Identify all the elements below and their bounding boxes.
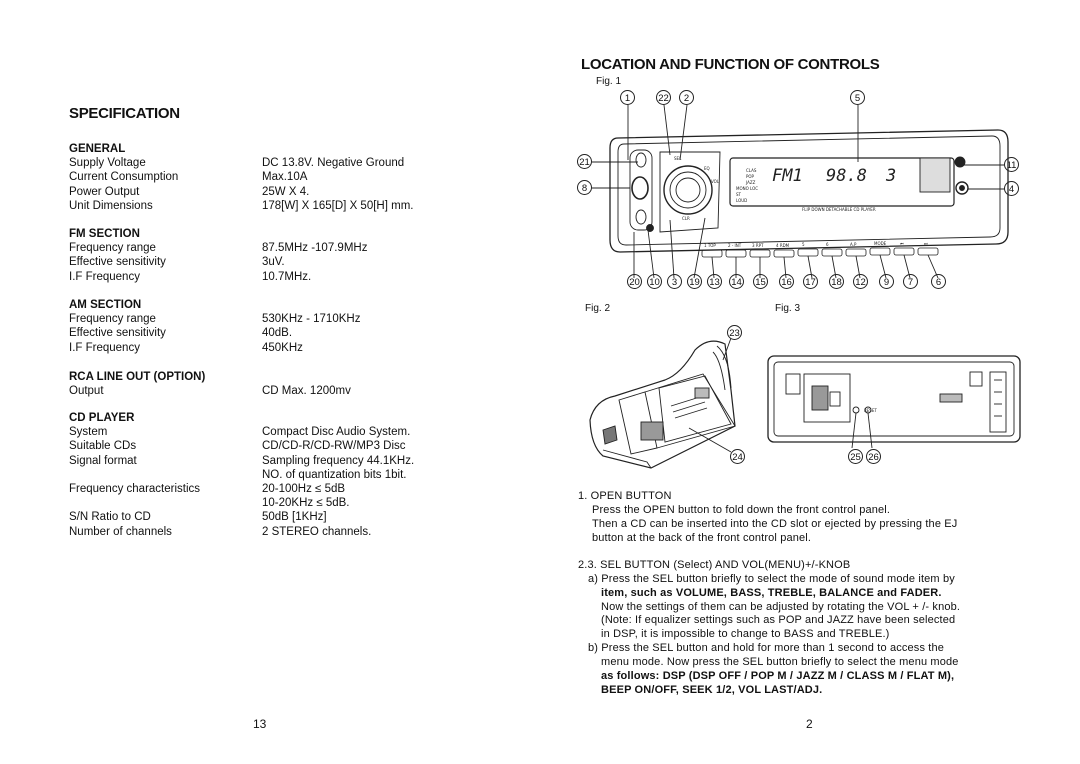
- spec-value: 530KHz - 1710KHz: [262, 313, 361, 326]
- callout-9: 9: [879, 274, 894, 289]
- specification-title: SPECIFICATION: [69, 105, 180, 122]
- callout-23: 23: [727, 325, 742, 340]
- spec-value: DC 13.8V. Negative Ground: [262, 157, 405, 170]
- preset-button-label: ⏭: [924, 241, 928, 246]
- spec-label: Output: [69, 385, 104, 398]
- callout-20: 20: [627, 274, 642, 289]
- display-clr: CLR: [682, 216, 690, 221]
- callout-16: 16: [779, 274, 794, 289]
- spec-row: [69, 455, 469, 469]
- display-strip-label: FLIP DOWN DETACHABLE CD PLAYER: [802, 207, 876, 212]
- callout-21: 21: [577, 154, 592, 169]
- fig1-car-stereo-drawing: [590, 100, 1020, 280]
- callout-26: 26: [866, 449, 881, 464]
- spec-label: Power Output: [69, 185, 140, 198]
- spec-row: [69, 200, 469, 214]
- spec-label: Frequency range: [69, 313, 156, 326]
- spec-row: [69, 483, 469, 497]
- spec-row: [69, 511, 469, 525]
- spec-row: [69, 157, 469, 171]
- fig2-label: Fig. 2: [585, 303, 611, 314]
- display-eq-pop: POP: [746, 174, 754, 179]
- body-line: a) Press the SEL button briefly to select the mode of sound mode item by: [588, 573, 955, 585]
- spec-value: 10-20KHz ≤ 5dB.: [262, 497, 350, 510]
- spec-value: 2 STEREO channels.: [262, 525, 372, 538]
- callout-15: 15: [753, 274, 768, 289]
- section-heading: 1. OPEN BUTTON: [578, 490, 672, 502]
- preset-button-label: MODE: [874, 241, 887, 246]
- spec-row: [69, 469, 469, 483]
- section-heading: 2.3. SEL BUTTON (Select) AND VOL(MENU)+/-KNOB: [578, 559, 851, 571]
- body-line: (Note: If equalizer settings such as POP and JAZZ have been selected: [601, 614, 956, 626]
- spec-row: [69, 271, 469, 285]
- callout-13: 13: [707, 274, 722, 289]
- preset-button-label: 2 - INT: [728, 243, 742, 248]
- display-eq: EQ: [704, 166, 710, 171]
- spec-label: Frequency characteristics: [69, 483, 201, 495]
- body-line: in DSP, it is impossible to change to BASS and TREBLE.): [601, 628, 890, 640]
- callout-17: 17: [803, 274, 818, 289]
- spec-label: I.F Frequency: [69, 341, 140, 354]
- spec-section-heading: RCA LINE OUT (OPTION): [69, 371, 206, 383]
- spec-value: 50dB [1KHz]: [262, 511, 327, 524]
- display-vol: VOL: [711, 179, 720, 184]
- display-eq-jazz: JAZZ: [746, 180, 756, 185]
- callout-4: 4: [1004, 181, 1019, 196]
- callout-1: 1: [620, 90, 635, 105]
- spec-value: 87.5MHz -107.9MHz: [262, 242, 368, 255]
- reset-label: RESET: [864, 408, 877, 413]
- spec-section-heading: AM SECTION: [69, 299, 142, 311]
- body-line: menu mode. Now press the SEL button briefly to select the menu mode: [601, 656, 959, 668]
- spec-value: 40dB.: [262, 327, 293, 340]
- spec-row: [69, 440, 469, 454]
- spec-section-heading: GENERAL: [69, 143, 126, 155]
- spec-row: [69, 186, 469, 200]
- controls-title: LOCATION AND FUNCTION OF CONTROLS: [581, 56, 880, 73]
- spec-row: [69, 242, 469, 256]
- spec-section-heading: FM SECTION: [69, 228, 140, 240]
- spec-label: Unit Dimensions: [69, 199, 153, 212]
- callout-24: 24: [730, 449, 745, 464]
- callout-22: 22: [656, 90, 671, 105]
- spec-row: [69, 171, 469, 185]
- fig3-label: Fig. 3: [775, 303, 801, 314]
- preset-button-label: 4 RDM: [776, 243, 790, 248]
- spec-value: 3uV.: [262, 256, 285, 269]
- preset-button-label: ⏮: [900, 241, 904, 246]
- callout-11: 11: [1004, 157, 1019, 172]
- callout-8: 8: [577, 180, 592, 195]
- spec-label: Signal format: [69, 454, 137, 467]
- spec-row: [69, 385, 469, 399]
- spec-value: NO. of quantization bits 1bit.: [262, 468, 407, 481]
- spec-value: 178[W] X 165[D] X 50[H] mm.: [262, 199, 414, 212]
- spec-row: [69, 426, 469, 440]
- body-line: item, such as VOLUME, BASS, TREBLE, BALANCE and FADER.: [601, 587, 942, 599]
- preset-button-label: 3 RPT: [752, 243, 764, 248]
- page-number-left: 13: [253, 717, 267, 731]
- body-line: Now the settings of them can be adjusted by rotating the VOL + /- knob.: [601, 601, 961, 613]
- spec-label: I.F Frequency: [69, 270, 140, 283]
- display-preset: 3: [886, 166, 897, 186]
- spec-label: Current Consumption: [69, 171, 179, 184]
- callout-18: 18: [829, 274, 844, 289]
- callout-3: 3: [667, 274, 682, 289]
- display-eq-clas: CLAS: [746, 168, 757, 173]
- spec-value: Compact Disc Audio System.: [262, 426, 411, 439]
- fig3-back-panel-drawing: [764, 352, 1024, 452]
- callout-7: 7: [903, 274, 918, 289]
- display-loud: LOUD: [736, 198, 748, 203]
- body-line: Then a CD can be inserted into the CD slot or ejected by pressing the EJ: [592, 518, 958, 530]
- spec-section-heading: CD PLAYER: [69, 412, 135, 424]
- callout-10: 10: [647, 274, 662, 289]
- display-sel: SEL: [674, 156, 682, 161]
- spec-value: 25W X 4.: [262, 185, 310, 198]
- page-number-right: 2: [806, 717, 813, 731]
- spec-label: Supply Voltage: [69, 157, 146, 170]
- callout-12: 12: [853, 274, 868, 289]
- fig1-label: Fig. 1: [596, 76, 622, 87]
- display-frequency: 98.8: [826, 166, 867, 186]
- spec-row: [69, 313, 469, 327]
- preset-button-label: 6: [826, 242, 829, 247]
- body-line: as follows: DSP (DSP OFF / POP M / JAZZ M / CLASS M / FLAT M),: [601, 670, 955, 682]
- spec-label: Suitable CDs: [69, 440, 137, 453]
- spec-label: S/N Ratio to CD: [69, 511, 151, 524]
- body-line: Press the OPEN button to fold down the front control panel.: [592, 504, 891, 516]
- spec-value: Max.10A: [262, 171, 308, 184]
- display-st: ST: [736, 192, 741, 197]
- spec-label: Frequency range: [69, 242, 156, 255]
- spec-row: [69, 256, 469, 270]
- spec-row: [69, 526, 469, 540]
- callout-5: 5: [850, 90, 865, 105]
- spec-row: [69, 342, 469, 356]
- body-line: BEEP ON/OFF, SEEK 1/2, VOL LAST/ADJ.: [601, 684, 823, 696]
- preset-button-label: 5: [802, 242, 805, 247]
- spec-value: 20-100Hz ≤ 5dB: [262, 483, 346, 495]
- callout-25: 25: [848, 449, 863, 464]
- spec-value: 10.7MHz.: [262, 270, 312, 283]
- spec-row: [69, 327, 469, 341]
- spec-value: CD/CD-R/CD-RW/MP3 Disc: [262, 440, 406, 453]
- spec-value: 450KHz: [262, 341, 303, 354]
- body-line: b) Press the SEL button and hold for more than 1 second to access the: [588, 642, 945, 654]
- display-band: FM1: [772, 166, 803, 186]
- spec-label: Number of channels: [69, 525, 172, 538]
- callout-2: 2: [679, 90, 694, 105]
- spec-label: Effective sensitivity: [69, 256, 166, 269]
- preset-button-label: 1 TOP: [704, 243, 716, 248]
- callout-14: 14: [729, 274, 744, 289]
- preset-button-label: A.P: [850, 242, 857, 247]
- spec-label: System: [69, 426, 108, 439]
- callout-19: 19: [687, 274, 702, 289]
- callout-6: 6: [931, 274, 946, 289]
- spec-row: [69, 497, 469, 511]
- spec-value: Sampling frequency 44.1KHz.: [262, 454, 415, 467]
- spec-value: CD Max. 1200mv: [262, 385, 351, 398]
- display-mono-loc: MONO LOC: [736, 186, 759, 191]
- body-line: button at the back of the front control panel.: [592, 532, 812, 544]
- spec-label: Effective sensitivity: [69, 327, 166, 340]
